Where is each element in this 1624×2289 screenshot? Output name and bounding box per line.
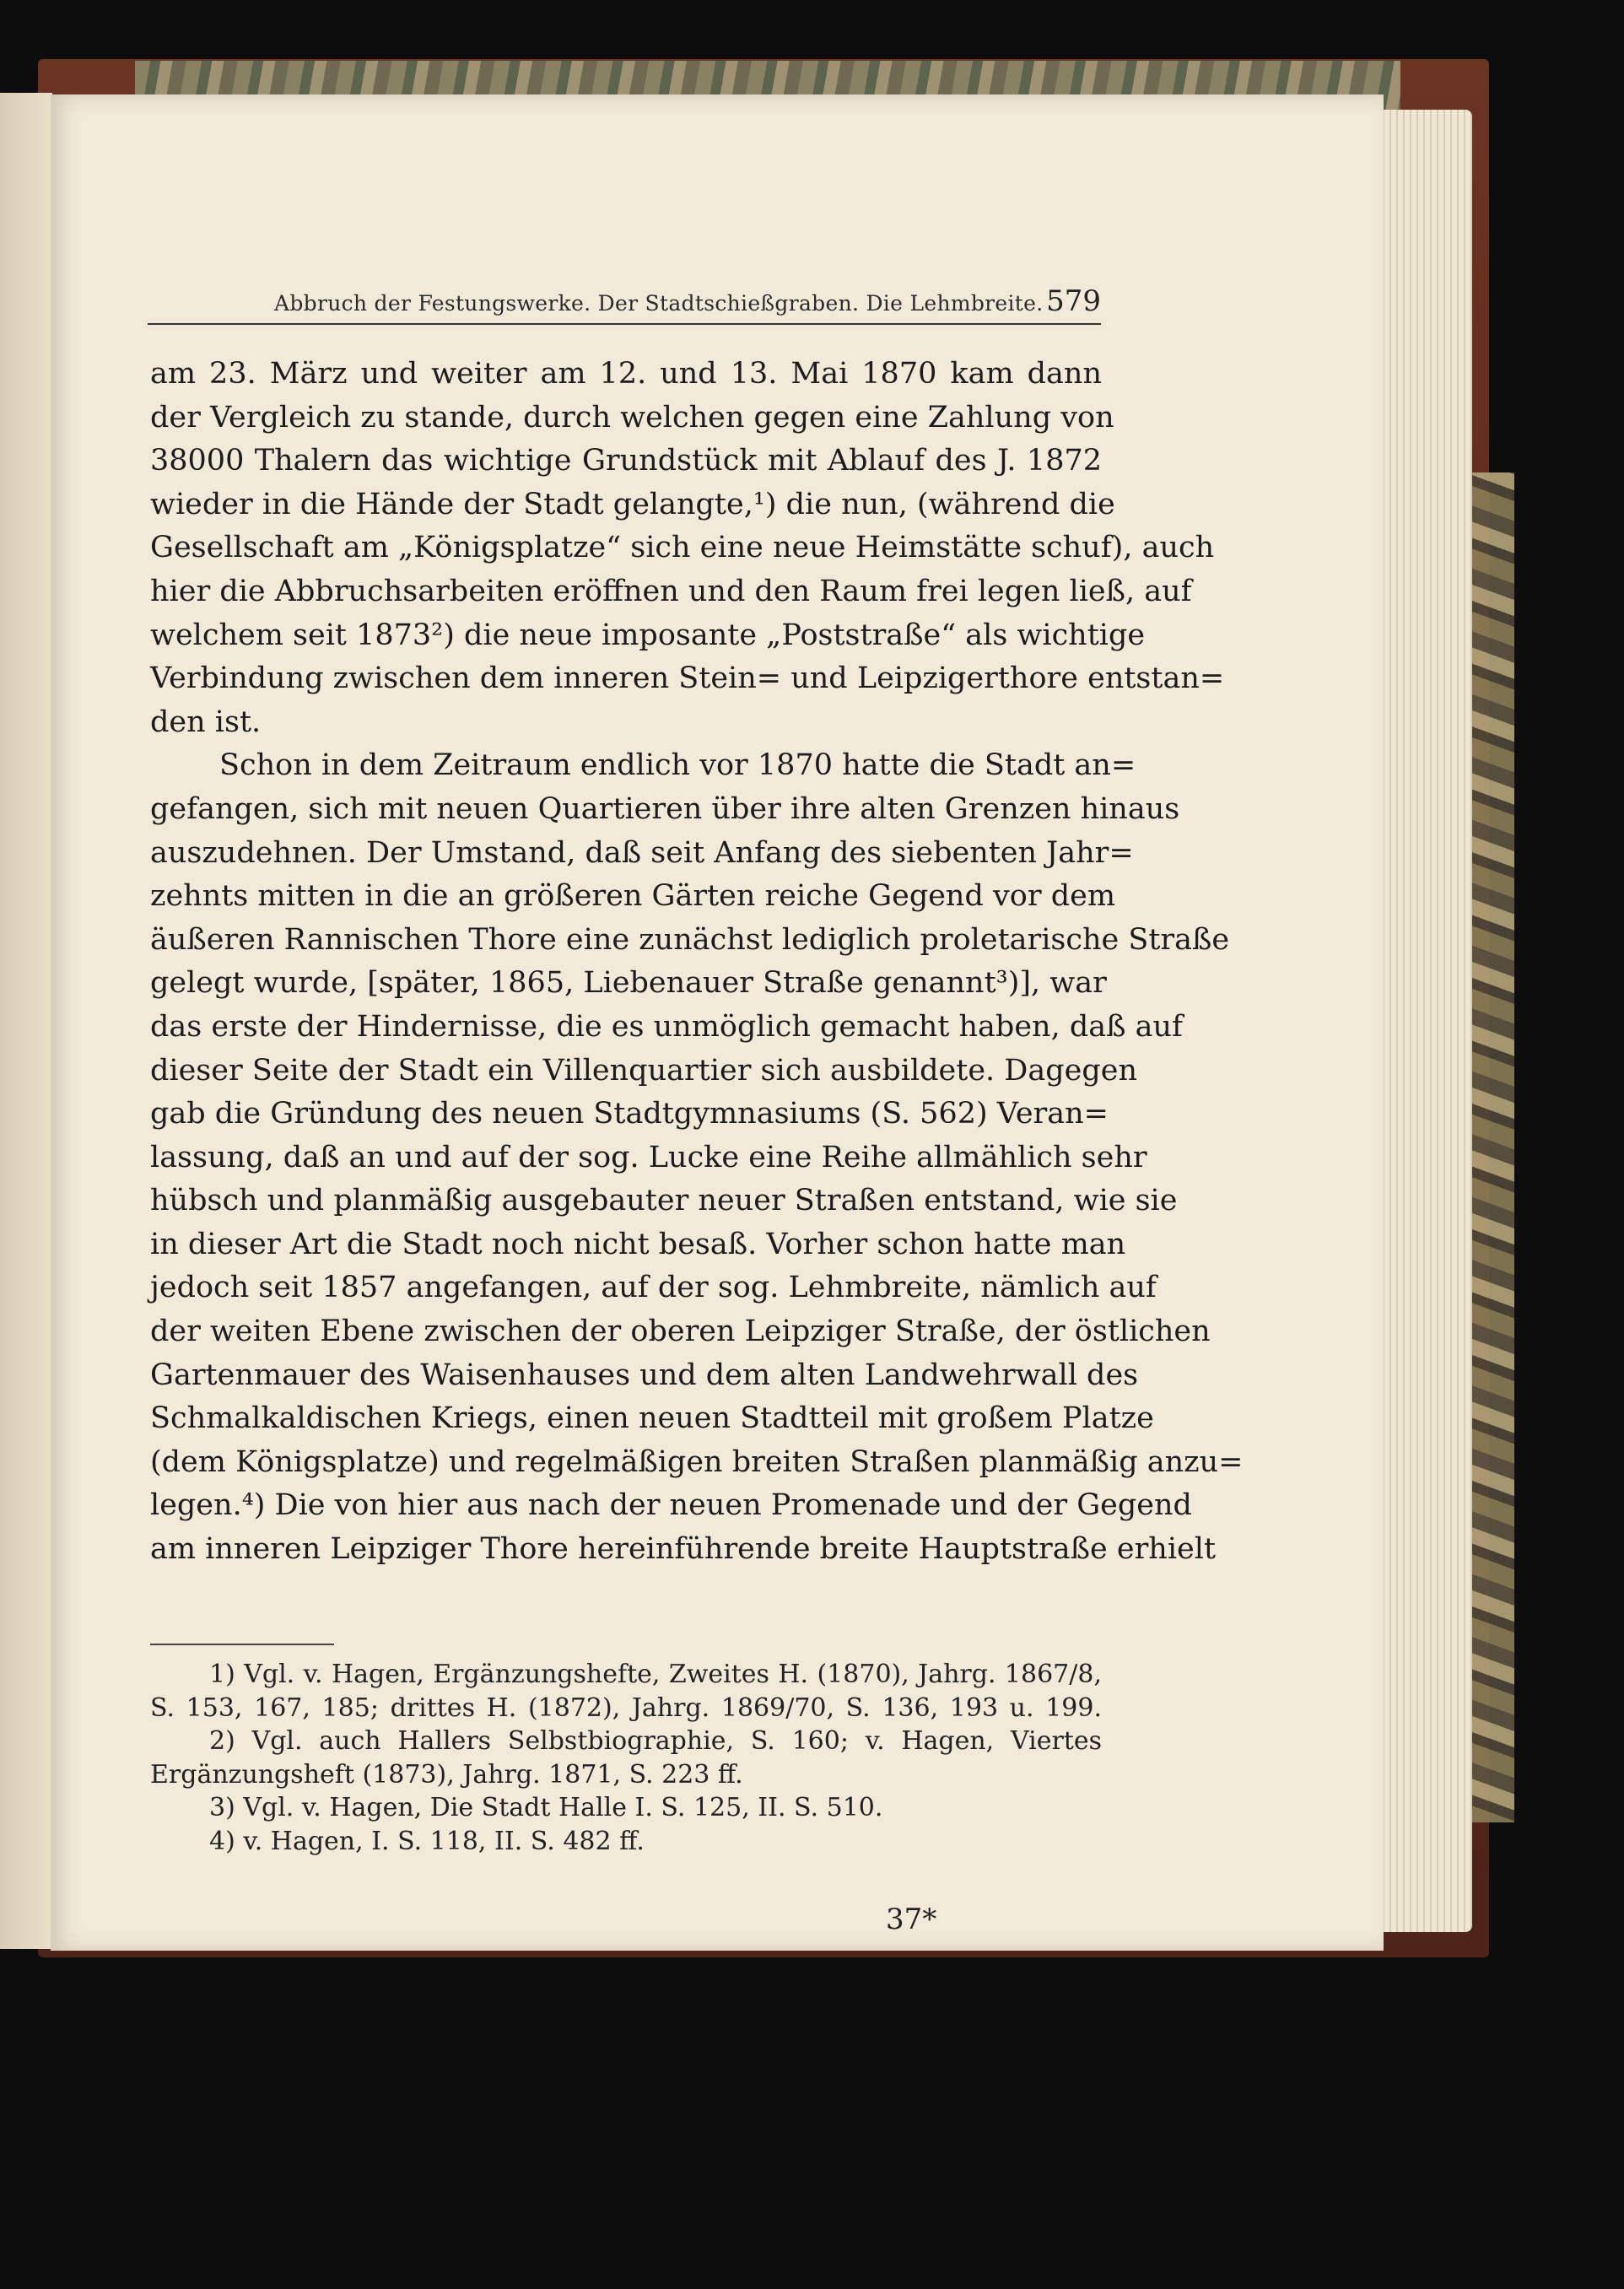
text-line: Gartenmauer des Waisenhauses und dem alten Landwehrwall des (150, 1358, 1139, 1392)
footnote-line: S. 153, 167, 185; drittes H. (1872), Jahrg. 1869/70, S. 136, 193 u. 199. (150, 1692, 1102, 1723)
text-line: legen.⁴) Die von hier aus nach der neuen Promenade und der Gegend (150, 1488, 1192, 1523)
footnote-line: Ergänzungsheft (1873), Jahrg. 1871, S. 223 ff. (150, 1759, 743, 1790)
text-line: auszudehnen. Der Umstand, daß seit Anfang des siebenten Jahr= (150, 835, 1134, 870)
text-line: hier die Abbruchsarbeiten eröffnen und den Raum frei legen ließ, auf (150, 574, 1192, 608)
text-line: den ist. (150, 705, 262, 739)
running-head: Abbruch der Festungswerke. Der Stadtschießgraben. Die Lehmbreite. (274, 291, 1044, 316)
text-line: gelegt wurde, [später, 1865, Liebenauer Straße genannt³)], war (150, 966, 1107, 1001)
text-line: gab die Gründung des neuen Stadtgymnasiums (S. 562) Veran= (150, 1097, 1109, 1131)
text-line: dieser Seite der Stadt ein Villenquartier sich ausbildete. Dagegen (150, 1053, 1137, 1088)
footnote-line: 2) Vgl. auch Hallers Selbstbiographie, S. 160; v. Hagen, Viertes (209, 1726, 1102, 1756)
page-stack-edges (1371, 110, 1472, 1932)
signature-mark: 37* (886, 1903, 937, 1936)
left-page-edge (0, 93, 52, 1949)
text-line: (dem Königsplatze) und regelmäßigen breiten Straßen planmäßig anzu= (150, 1444, 1244, 1479)
text-line: zehnts mitten in die an größeren Gärten reiche Gegend vor dem (150, 879, 1116, 914)
text-line: lassung, daß an und auf der sog. Lucke eine Reihe allmählich sehr (150, 1140, 1147, 1174)
text-line: wieder in die Hände der Stadt gelangte,¹) die nun, (während die (150, 487, 1115, 521)
text-line: am 23. März und weiter am 12. und 13. Mai 1870 kam dann (150, 357, 1102, 391)
text-line: Verbindung zwischen dem inneren Stein= und Leipzigerthore entstan= (150, 661, 1225, 696)
text-line: jedoch seit 1857 angefangen, auf der sog. Lehmbreite, nämlich auf (150, 1271, 1157, 1305)
footnotes (150, 1658, 1102, 1858)
footnote-rule (150, 1644, 334, 1645)
text-line: der weiten Ebene zwischen der oberen Leipziger Straße, der östlichen (150, 1315, 1211, 1349)
footnote-line: 3) Vgl. v. Hagen, Die Stadt Halle I. S. 125, II. S. 510. (209, 1793, 883, 1822)
text-line: äußeren Rannischen Thore eine zunächst lediglich proletarische Straße (150, 922, 1230, 957)
text-line: gefangen, sich mit neuen Quartieren über ihre alten Grenzen hinaus (150, 791, 1180, 826)
text-line: das erste der Hindernisse, die es unmöglich gemacht haben, daß auf (150, 1009, 1183, 1044)
footnote-line: 4) v. Hagen, I. S. 118, II. S. 482 ff. (209, 1826, 645, 1856)
page-number: 579 (1046, 284, 1101, 318)
page-header (148, 283, 1101, 325)
text-line: 38000 Thalern das wichtige Grundstück mit Ablauf des J. 1872 (150, 444, 1102, 478)
footnote-line: 1) Vgl. v. Hagen, Ergänzungshefte, Zweites H. (1870), Jahrg. 1867/8, (209, 1660, 1102, 1689)
text-line: welchem seit 1873²) die neue imposante „Poststraße“ als wichtige (150, 618, 1146, 652)
text-line: Gesellschaft am „Königsplatze“ sich eine neue Heimstätte schuf), auch (150, 531, 1215, 565)
text-line: der Vergleich zu stande, durch welchen gegen eine Zahlung von (150, 400, 1114, 435)
text-line: in dieser Art die Stadt noch nicht besaß. Vorher schon hatte man (150, 1227, 1126, 1261)
text-line: Schmalkaldischen Kriegs, einen neuen Stadtteil mit großem Platze (150, 1401, 1154, 1436)
body-text (150, 353, 1244, 1572)
text-line: Schon in dem Zeitraum endlich vor 1870 hatte die Stadt an= (219, 748, 1136, 783)
text-line: am inneren Leipziger Thore hereinführende breite Hauptstraße erhielt (150, 1532, 1217, 1567)
text-line: hübsch und planmäßig ausgebauter neuer Straßen entstand, wie sie (150, 1184, 1178, 1218)
